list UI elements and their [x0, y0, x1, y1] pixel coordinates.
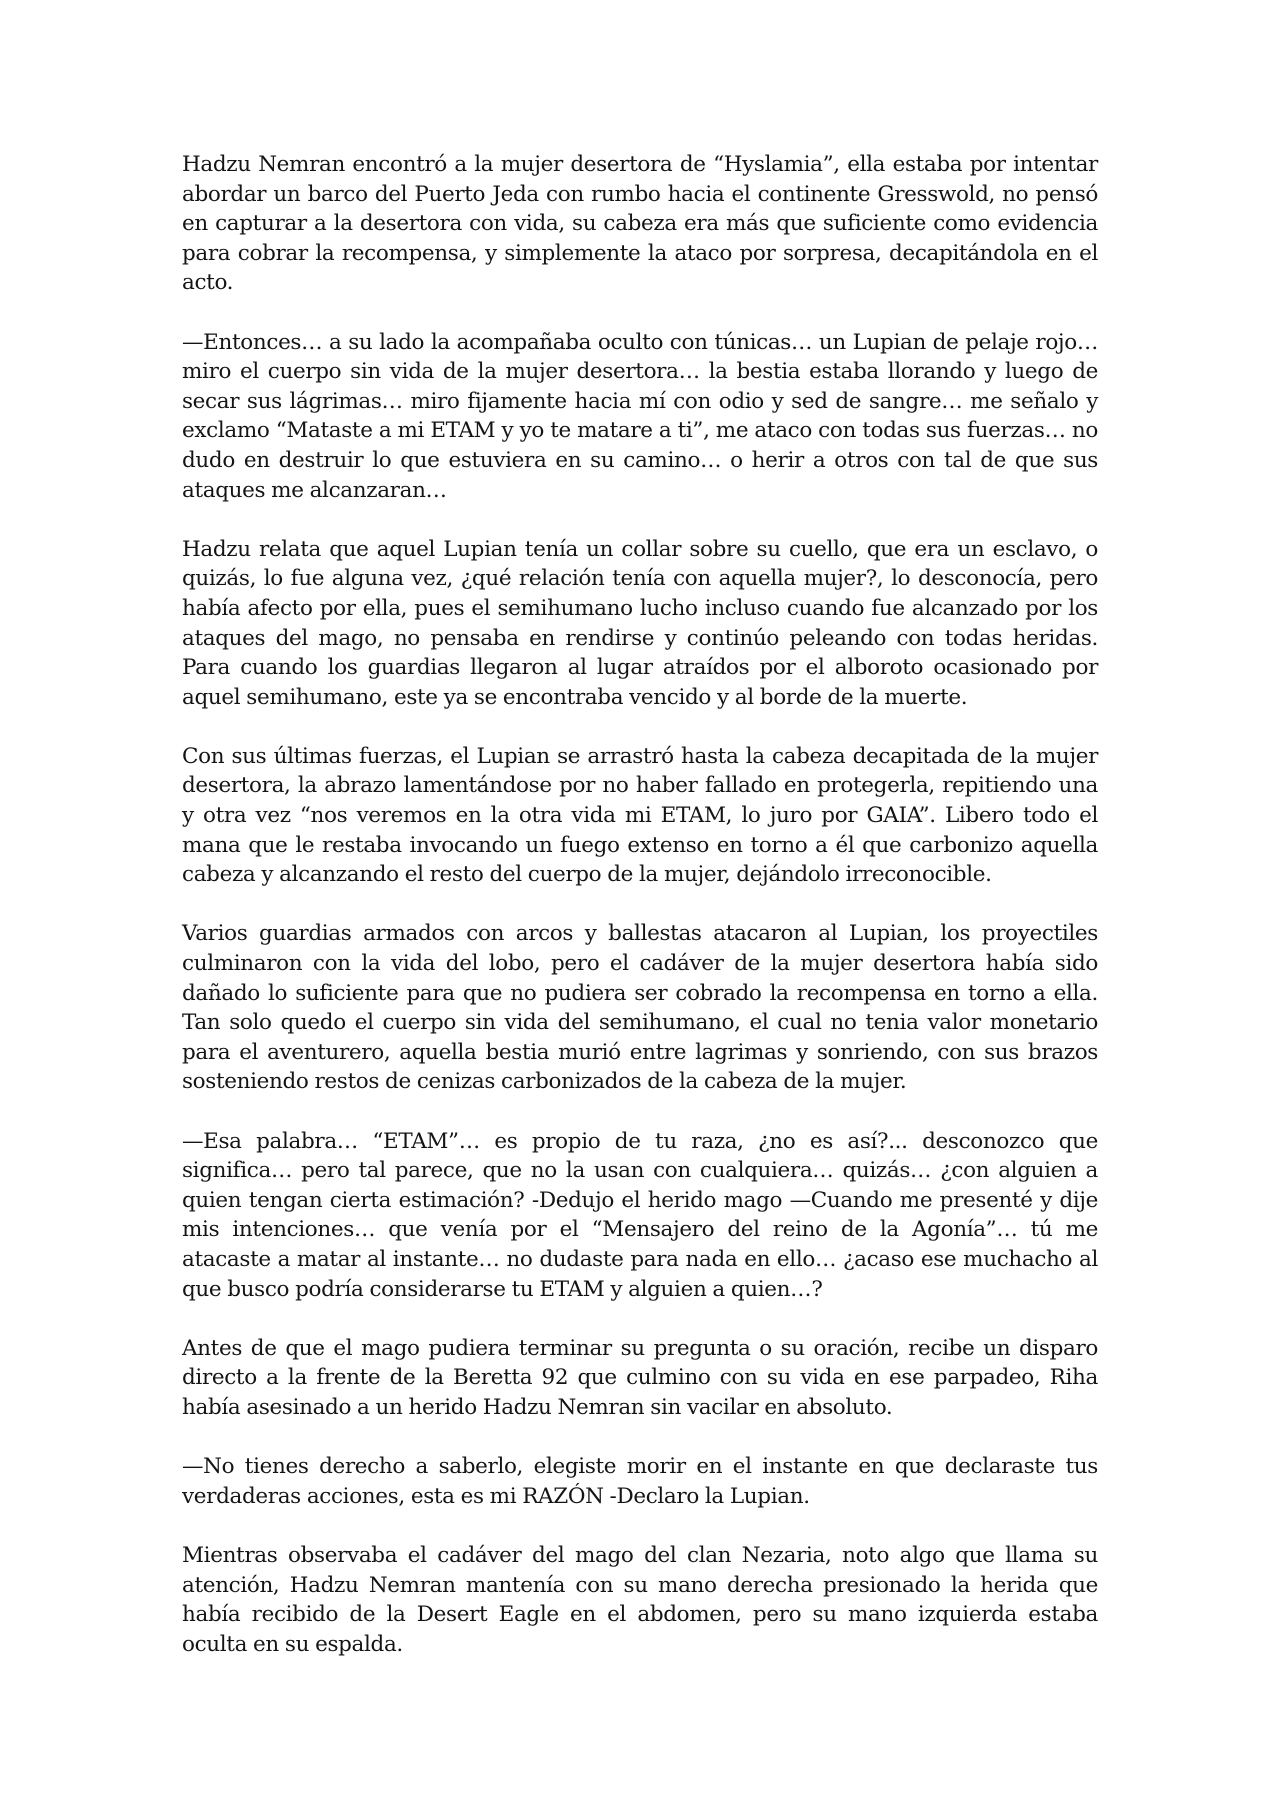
paragraph-8: —No tienes derecho a saberlo, elegiste morir en el instante en que declaraste tus verdaderas acciones, esta es mi RAZÓN -Declaro la Lupian. — [182, 1454, 1098, 1509]
paragraph-9: Mientras observaba el cadáver del mago del clan Nezaria, noto algo que llama su atención, Hadzu Nemran mantenía con su mano derecha presionado la herida que había recibido de la Desert Eagle en el abdomen, pero su mano izquierda estaba oculta en su espalda. — [182, 1542, 1098, 1657]
paragraph-6: —Esa palabra… “ETAM”… es propio de tu raza, ¿no es así?... desconozco que significa… pero tal parece, que no la usan con cualquiera… quizás… ¿con alguien a quien tengan cierta estimación? -Dedujo el herido mago —Cuando me presenté y dije mis intenciones… que venía por el “Mensajero del reino de la Agonía”… tú me atacaste a matar al instante… no dudaste para nada en ello… ¿acaso ese muchacho al que busco podría considerarse tu ETAM y alguien a quien…? — [182, 1128, 1098, 1302]
paragraph-5: Varios guardias armados con arcos y ballestas atacaron al Lupian, los proyectiles culminaron con la vida del lobo, pero el cadáver de la mujer desertora había sido dañado lo suficiente para que no pudiera ser cobrado la recompensa en torno a ella. Tan solo quedo el cuerpo sin vida del semihumano, el cual no tenia valor monetario para el aventurero, aquella bestia murió entre lagrimas y sonriendo, con sus brazos sosteniendo restos de cenizas carbonizados de la cabeza de la mujer. — [182, 921, 1098, 1095]
paragraph-2: —Entonces… a su lado la acompañaba oculto con túnicas… un Lupian de pelaje rojo… miro el cuerpo sin vida de la mujer desertora… la bestia estaba llorando y luego de secar sus lágrimas… miro fijamente hacia mí con odio y sed de sangre… me señalo y exclamo “Mataste a mi ETAM y yo te matare a ti”, me ataco con todas sus fuerzas… no dudo en destruir lo que estuviera en su camino… o herir a otros con tal de que sus ataques me alcanzaran… — [182, 329, 1098, 503]
paragraph-7: Antes de que el mago pudiera terminar su pregunta o su oración, recibe un disparo directo a la frente de la Beretta 92 que culmino con su vida en ese parpadeo, Riha había asesinado a un herido Hadzu Nemran sin vacilar en absoluto. — [182, 1335, 1098, 1420]
paragraph-3: Hadzu relata que aquel Lupian tenía un collar sobre su cuello, que era un esclavo, o quizás, lo fue alguna vez, ¿qué relación tenía con aquella mujer?, lo desconocía, pero había afecto por ella, pues el semihumano lucho incluso cuando fue alcanzado por los ataques del mago, no pensaba en rendirse y continúo peleando con todas heridas. Para cuando los guardias llegaron al lugar atraídos por el alboroto ocasionado por aquel semihumano, este ya se encontraba vencido y al borde de la muerte. — [182, 536, 1098, 710]
paragraph-4: Con sus últimas fuerzas, el Lupian se arrastró hasta la cabeza decapitada de la mujer desertora, la abrazo lamentándose por no haber fallado en protegerla, repitiendo una y otra vez “nos veremos en la otra vida mi ETAM, lo juro por GAIA”. Libero todo el mana que le restaba invocando un fuego extenso en torno a él que carbonizo aquella cabeza y alcanzando el resto del cuerpo de la mujer, dejándolo irreconocible. — [182, 743, 1098, 888]
paragraph-1: Hadzu Nemran encontró a la mujer desertora de “Hyslamia”, ella estaba por intentar abordar un barco del Puerto Jeda con rumbo hacia el continente Gresswold, no pensó en capturar a la desertora con vida, su cabeza era más que suficiente como evidencia para cobrar la recompensa, y simplemente la ataco por sorpresa, decapitándola en el acto. — [182, 152, 1098, 296]
document-body — [182, 150, 1098, 1659]
